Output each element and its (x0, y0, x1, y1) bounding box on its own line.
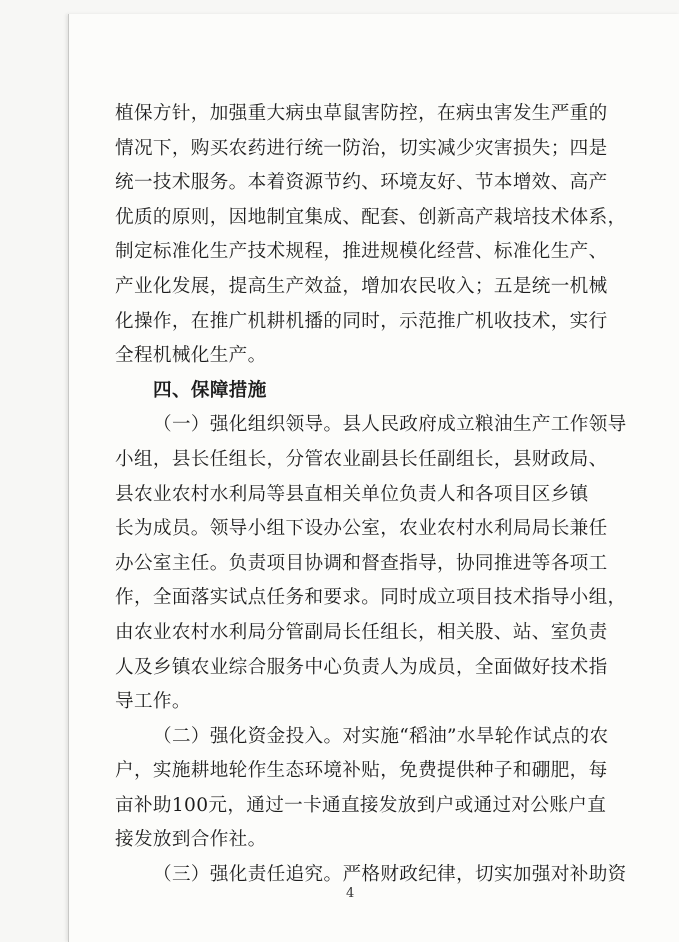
text-line: 产业化发展，提高生产效益，增加农民收入；五是统一机械 (115, 275, 608, 297)
text-line: 户，实施耕地轮作生态环境补贴，免费提供种子和硼肥，每 (115, 760, 608, 782)
text-line: （三）强化责任追究。严格财政纪律，切实加强对补助资 (153, 864, 627, 886)
text-line: 接发放到合作社。 (115, 829, 267, 851)
text-line: 办公室主任。负责项目协调和督查指导，协同推进等各项工 (115, 552, 608, 574)
page-number: 4 (346, 886, 355, 901)
text-line: 亩补助100元，通过一卡通直接发放到户或通过对公账户直 (115, 794, 607, 816)
text-line: 作，全面落实试点任务和要求。同时成立项目技术指导小组， (115, 587, 627, 609)
text-line: （一）强化组织领导。县人民政府成立粮油生产工作领导 (153, 414, 627, 436)
text-line: 化操作，在推广机耕机播的同时，示范推广机收技术，实行 (115, 310, 608, 332)
section-heading: 四、保障措施 (153, 379, 267, 401)
body-text (115, 97, 627, 893)
text-line: （二）强化资金投入。对实施“稻油”水旱轮作试点的农 (153, 725, 609, 747)
text-line: 小组，县长任组长，分管农业副县长任副组长，县财政局、 (115, 448, 608, 470)
text-line: 统一技术服务。本着资源节约、环境友好、节本增效、高产 (115, 172, 608, 194)
text-line: 优质的原则，因地制宜集成、配套、创新高产栽培技术体系， (115, 206, 627, 228)
text-line: 人及乡镇农业综合服务中心负责人为成员，全面做好技术指 (115, 656, 608, 678)
text-line: 由农业农村水利局分管副局长任组长，相关股、站、室负责 (115, 621, 608, 643)
text-line: 县农业农村水利局等县直相关单位负责人和各项目区乡镇 (115, 483, 589, 505)
text-line: 制定标准化生产技术规程，推进规模化经营、标准化生产、 (115, 241, 608, 263)
text-line: 导工作。 (115, 691, 191, 713)
text-line: 植保方针，加强重大病虫草鼠害防控，在病虫害发生严重的 (115, 103, 608, 124)
text-line: 全程机械化生产。 (115, 345, 267, 367)
text-line: 情况下，购买农药进行统一防治，切实减少灾害损失；四是 (115, 137, 608, 159)
text-line: 长为成员。领导小组下设办公室，农业农村水利局局长兼任 (115, 518, 608, 540)
